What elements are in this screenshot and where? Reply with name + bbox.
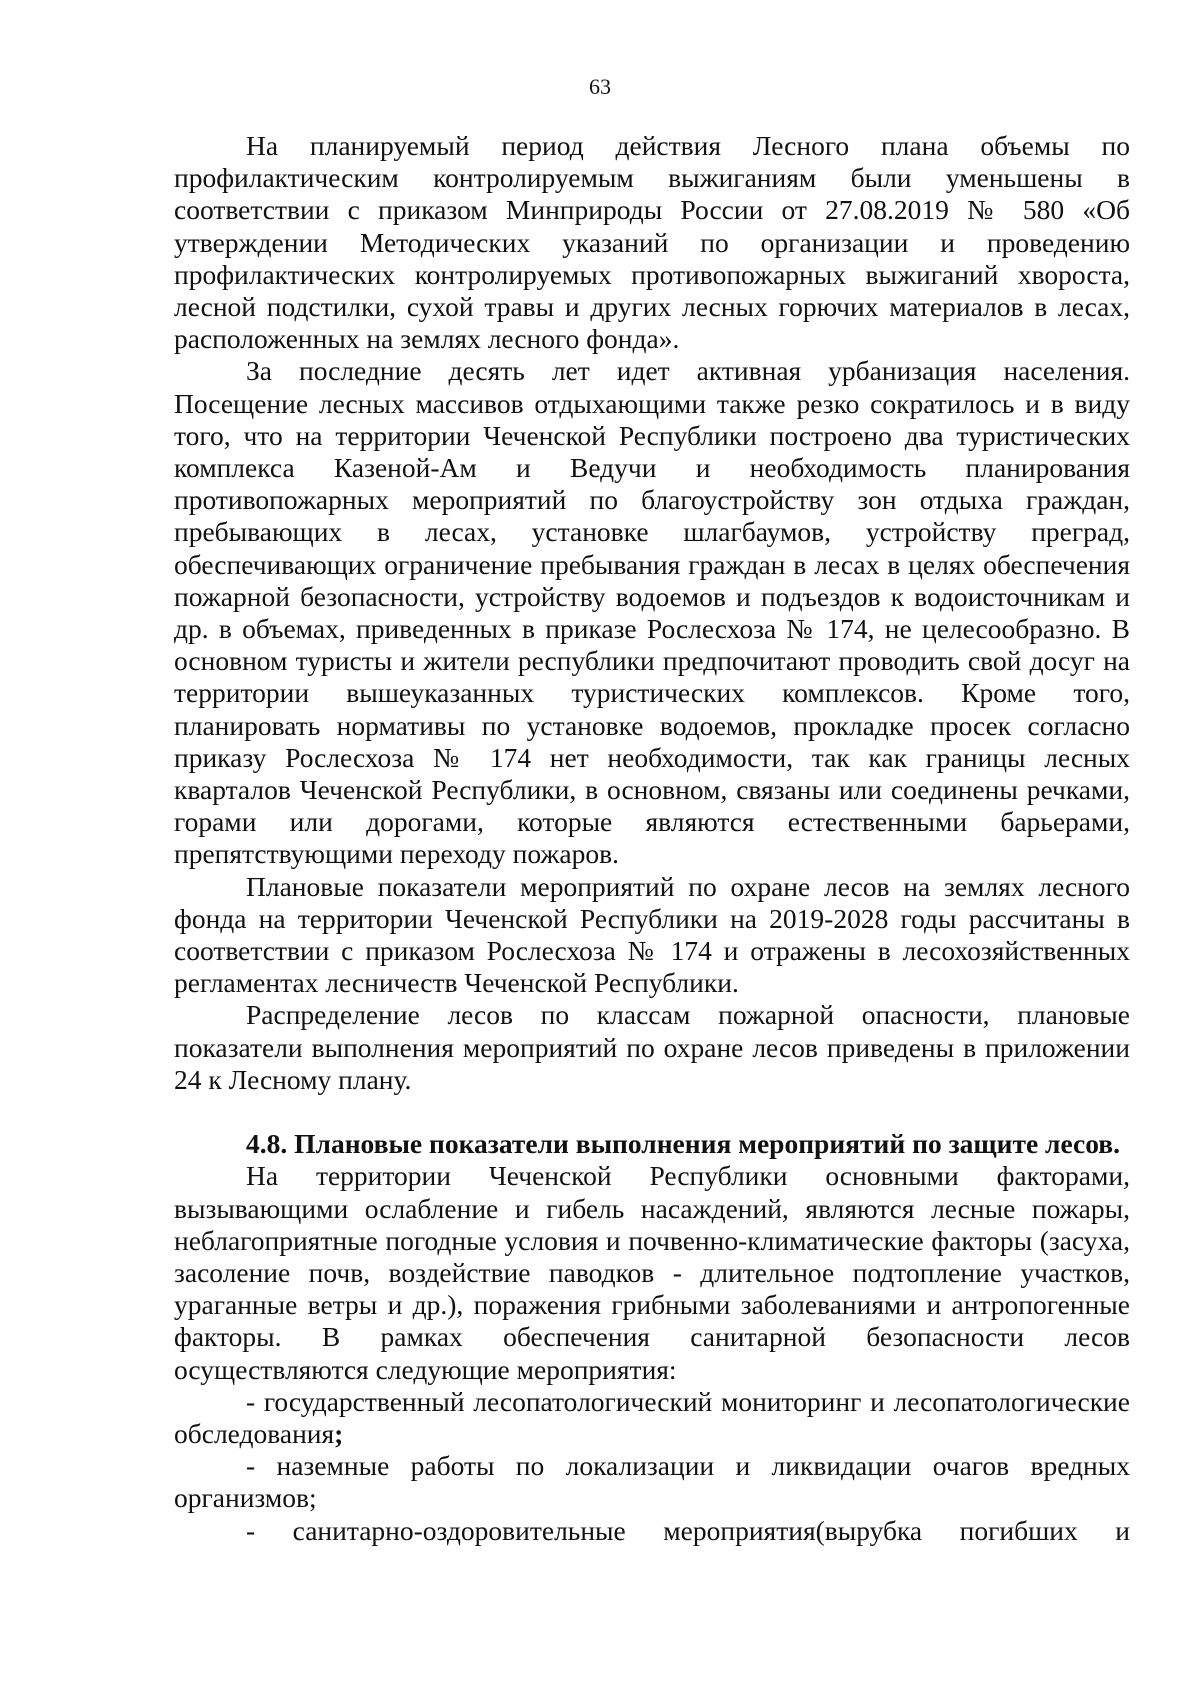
paragraph-fire-classes: Распределение лесов по классам пожарной опасности, плановые показатели выполнения мероприятий по охране лесов приведены в приложении 24 к Лесному плану. (174, 999, 1130, 1095)
list-item-monitoring-end: ; (334, 1417, 344, 1449)
paragraph-planned-indicators: Плановые показатели мероприятий по охране лесов на землях лесного фонда на территории Чеченской Республики на 2019-2028 годы рассчитаны в соответствии с приказом Рослесхоза № 174 и отражены в лесохозяйственных регламентах лесничеств Чеченской Республики. (174, 870, 1130, 999)
list-item-ground-works: - наземные работы по локализации и ликвидации очагов вредных организмов; (174, 1450, 1130, 1514)
list-item-monitoring (174, 1386, 1130, 1450)
section-heading-4-8: 4.8. Плановые показатели выполнения мероприятий по защите лесов. (246, 1128, 1121, 1160)
list-item-sanitary-measures: - санитарно-оздоровительные мероприятия(вырубка погибших и (246, 1514, 1130, 1546)
list-item-monitoring-text: - государственный лесопатологический мониторинг и лесопатологические обследования (174, 1385, 1130, 1449)
page-number: 63 (589, 74, 611, 99)
paragraph-forest-protection-factors: На территории Чеченской Республики основными факторами, вызывающими ослабление и гибель насаждений, являются лесные пожары, неблагоприятные погодные условия и почвенно-климатические факторы (засуха, засоление почв, воздействие паводков - длительное подтопление участков, ураганные ветры и др.), поражения грибными заболеваниями и антропогенные факторы. В рамках обеспечения санитарной безопасности лесов осуществляются следующие мероприятия: (174, 1160, 1130, 1385)
paragraph-burning-volumes: На планируемый период действия Лесного плана объемы по профилактическим контролируемым выжиганиям были уменьшены в соответствии с приказом Минприроды России от 27.08.2019 № 580 «Об утверждении Методических указаний по организации и проведению профилактических контролируемых противопожарных выжиганий хвороста, лесной подстилки, сухой травы и других лесных горючих материалов в лесах, расположенных на землях лесного фонда». (174, 130, 1130, 355)
paragraph-urbanization: За последние десять лет идет активная урбанизация населения. Посещение лесных массивов отдыхающими также резко сократилось и в виду того, что на территории Чеченской Республики построено два туристических комплекса Казеной-Ам и Ведучи и необходимость планирования противопожарных мероприятий по благоустройству зон отдыха граждан, пребывающих в лесах, установке шлагбаумов, устройству преград, обеспечивающих ограничение пребывания граждан в лесах в целях обеспечения пожарной безопасности, устройству водоемов и подъездов к водоисточникам и др. в объемах, приведенных в приказе Рослесхоза № 174, не целесообразно. В основном туристы и жители республики предпочитают проводить свой досуг на территории вышеуказанных туристических комплексов. Кроме того, планировать нормативы по установке водоемов, прокладке просек согласно приказу Рослесхоза № 174 нет необходимости, так как границы лесных кварталов Чеченской Республики, в основном, связаны или соединены речками, горами или дорогами, которые являются естественными барьерами, препятствующими переходу пожаров. (174, 355, 1130, 870)
document-body (174, 130, 1130, 1547)
